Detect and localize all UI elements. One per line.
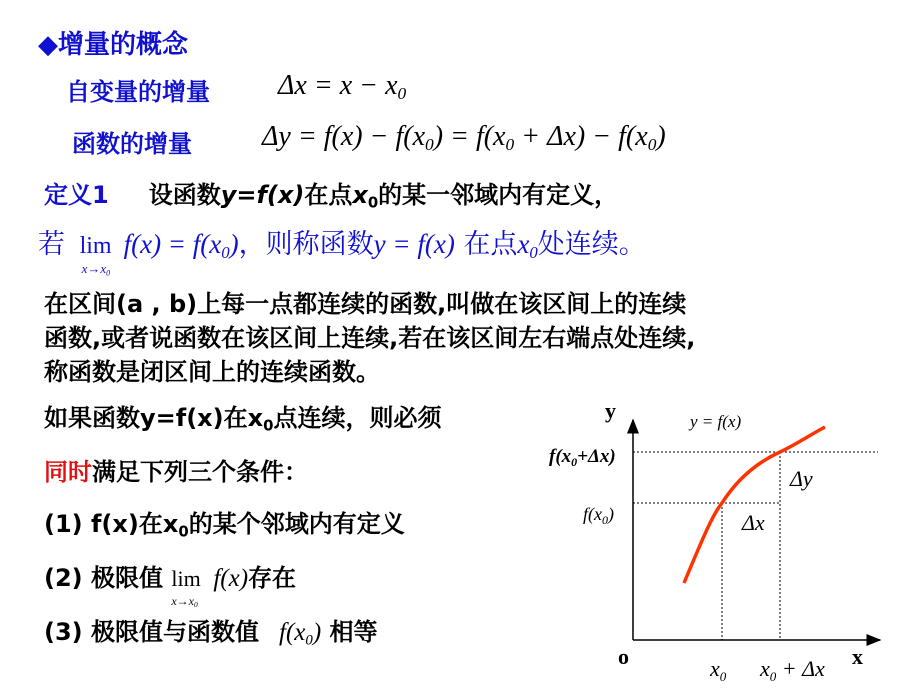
lower-value-label: $f(x_0)$ bbox=[583, 504, 614, 527]
x-axis-label: x bbox=[852, 644, 863, 669]
delta-y-label: Δy bbox=[790, 466, 813, 491]
delta-x-label: Δx bbox=[742, 510, 765, 535]
y-increment-label: 函数的增量 bbox=[72, 130, 192, 158]
x-increment-label: 自变量的增量 bbox=[66, 78, 210, 106]
paragraph-line-2: 函数,或者说函数在该区间上连续,若在该区间左右端点处连续, bbox=[44, 324, 696, 352]
y-axis-label: y bbox=[605, 398, 616, 423]
x0-tick-label: $x_0$ bbox=[710, 656, 727, 684]
heading-text: 增量的概念 bbox=[58, 30, 189, 60]
limit-definition-line: 若 lim $x\to x_0$ $f(x) = f(x_0)$，则称函数y = f(x) 在点$x_0$处连续。 bbox=[38, 229, 646, 278]
lim-block: lim $x\to x_0$ bbox=[79, 233, 112, 278]
y-increment-formula: $\Delta y = f(x) - f(x_0) = f(x_0 + \Delta x) - f(x_0)$ bbox=[262, 121, 666, 155]
diamond-bullet-icon: ◆ bbox=[38, 30, 58, 60]
conditions-intro: 如果函数y=f(x)在$x_0$点连续，则必须 bbox=[44, 404, 442, 435]
function-curve bbox=[684, 427, 825, 583]
condition-3: (3) 极限值与函数值 $f(x_0)$ 相等 bbox=[44, 618, 378, 649]
lim-subscript: $x\to x_0$ bbox=[81, 261, 111, 278]
c2-lim-subscript: $x\to x_0$ bbox=[171, 594, 198, 610]
condition-1: (1) f(x)在$x_0$的某个邻域内有定义 bbox=[44, 510, 405, 541]
x0dx-tick-label: $x_0 + \Delta x$ bbox=[760, 656, 825, 684]
curve-label: y = f(x) bbox=[690, 412, 742, 431]
paragraph-line-1: 在区间(a , b)上每一点都连续的函数,叫做在该区间上的连续 bbox=[44, 290, 687, 318]
x-increment-formula: $\Delta x = x - x_0$ bbox=[278, 70, 407, 104]
condition-2: (2) 极限值 lim $x\to x_0$ f(x)存在 bbox=[44, 564, 297, 610]
c2-lim-block: lim $x\to x_0$ bbox=[171, 566, 201, 610]
definition-label: 定义1 bbox=[44, 181, 109, 209]
paragraph-line-3: 称函数是闭区间上的连续函数。 bbox=[44, 358, 380, 386]
conditions-simultaneous: 同时满足下列三个条件： bbox=[44, 458, 308, 486]
definition-line: 定义1 设函数y=f(x)在点$x_0$的某一邻域内有定义， bbox=[44, 181, 619, 212]
upper-value-label: $f(x_0+\Delta x)$ bbox=[549, 446, 616, 469]
origin-label: o bbox=[618, 644, 629, 669]
